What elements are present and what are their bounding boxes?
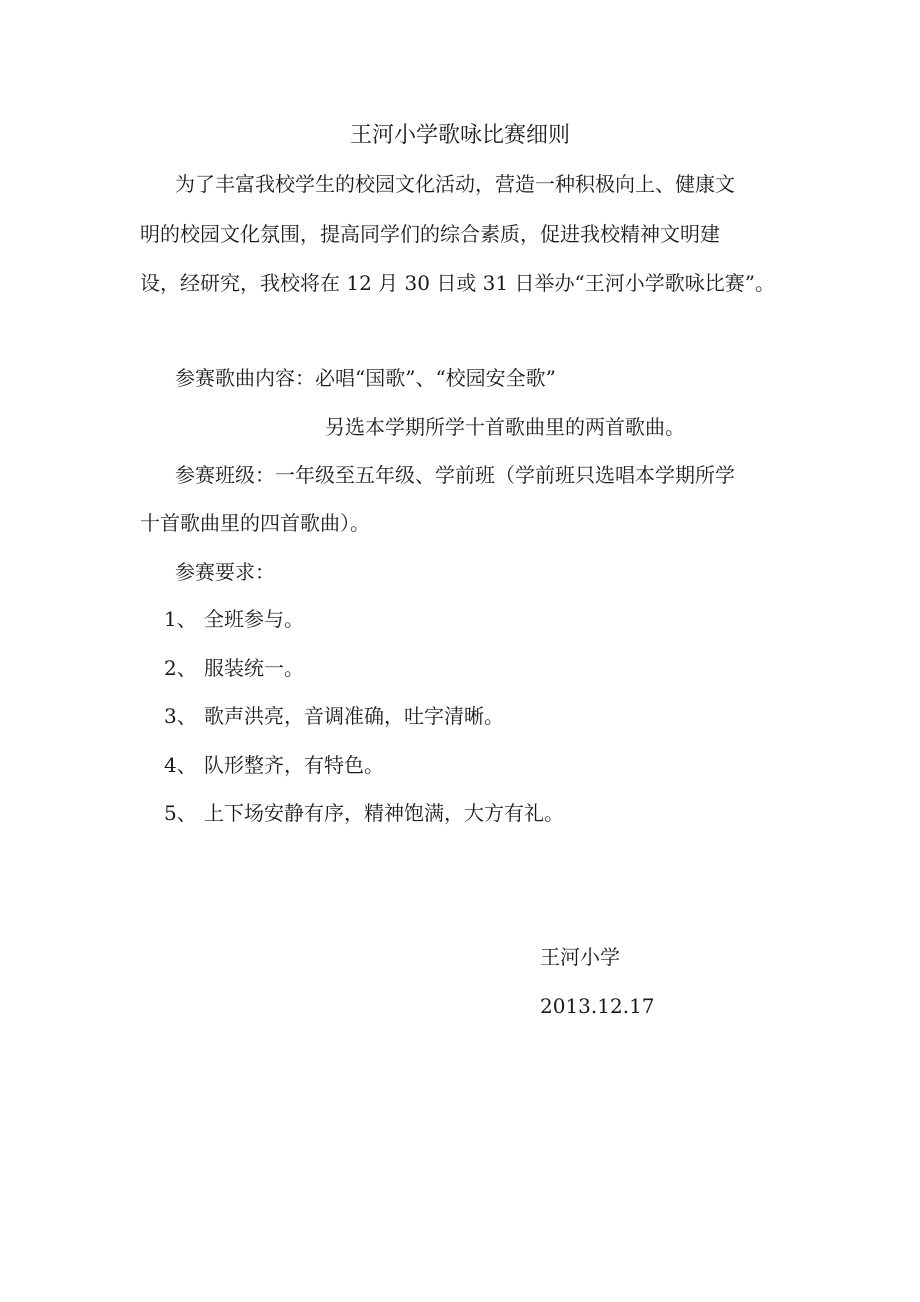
requirement-text: 上下场安静有序，精神饱满，大方有礼。 [204, 801, 564, 825]
songs-line-2: 另选本学期所学十首歌曲里的两首歌曲。 [325, 415, 685, 439]
signature-date: 2013.12.17 [540, 994, 655, 1018]
intro-line-2: 明的校园文化氛围，提高同学们的综合素质，促进我校精神文明建 [140, 222, 720, 246]
intro-line-3: 设，经研究，我校将在 12 月 30 日或 31 日举办“王河小学歌咏比赛”。 [140, 271, 775, 295]
requirement-text: 队形整齐，有特色。 [204, 753, 384, 777]
requirements-heading: 参赛要求： [175, 560, 275, 584]
classes-line-1: 参赛班级：一年级至五年级、学前班（学前班只选唱本学期所学 [175, 463, 735, 487]
requirement-item-2 [164, 656, 304, 680]
intro-line-1: 为了丰富我校学生的校园文化活动，营造一种积极向上、健康文 [175, 172, 735, 196]
requirement-item-5 [164, 801, 564, 825]
requirement-text: 歌声洪亮，音调准确，吐字清晰。 [204, 704, 504, 728]
requirement-number: 5、 [164, 801, 197, 825]
requirement-number: 1、 [164, 607, 197, 631]
requirement-item-3 [164, 704, 504, 728]
requirement-number: 2、 [164, 656, 197, 680]
requirement-number: 4、 [164, 753, 197, 777]
requirement-item-1 [164, 607, 304, 631]
requirement-item-4 [164, 753, 384, 777]
songs-line-1: 参赛歌曲内容：必唱“国歌”、“校园安全歌” [175, 366, 556, 390]
requirement-text: 服装统一。 [204, 656, 304, 680]
signature-school: 王河小学 [540, 945, 620, 969]
requirement-number: 3、 [164, 704, 197, 728]
requirement-text: 全班参与。 [204, 607, 304, 631]
classes-line-2: 十首歌曲里的四首歌曲）。 [140, 511, 370, 535]
document-title: 王河小学歌咏比赛细则 [349, 123, 570, 148]
